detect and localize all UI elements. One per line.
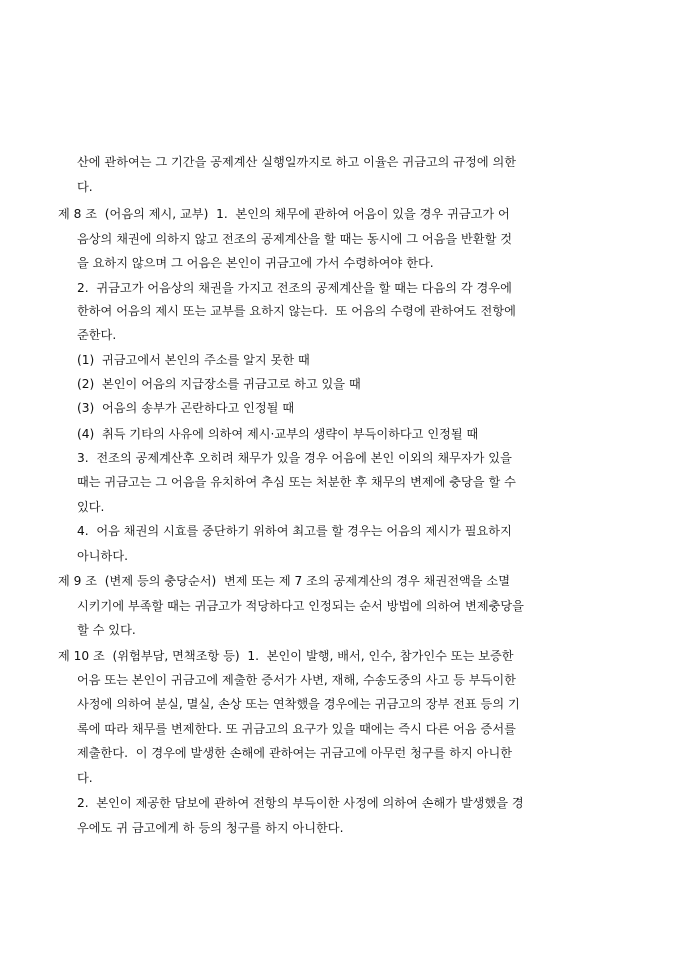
text-line [0,546,680,566]
list-item [0,398,680,418]
text-line [0,793,680,813]
text-line [0,152,680,172]
line-text: 준한다. [77,328,117,342]
line-text: (3) 어음의 송부가 곤란하다고 인정될 때 [77,401,295,415]
line-text: 우에도 귀 금고에게 하 등의 청구를 하지 아니한다. [77,821,344,835]
list-item [0,424,680,444]
line-text: 할 수 있다. [77,623,136,637]
text-line [0,448,680,468]
line-text: (2) 본인이 어음의 지급장소를 귀금고로 하고 있을 때 [77,377,361,391]
line-text: 어음 또는 본인이 귀금고에 제출한 증서가 사변, 재해, 수송도중의 사고 등 부득이한 [77,673,516,687]
text-line [0,301,680,321]
line-text: (1) 귀금고에서 본인의 주소를 알지 못한 때 [77,353,310,367]
line-text: 음상의 채권에 의하지 않고 전조의 공제계산을 할 때는 동시에 그 어음을 반환할 것 [77,232,513,246]
line-text: 제 10 조 (위험부담, 면책조항 등) 1. 본인이 발행, 배서, 인수, 참가인수 또는 보증한 [58,649,514,663]
line-text: 2. 귀금고가 어음상의 채권을 가지고 전조의 공제계산을 할 때는 다음의 각 경우에 [77,281,512,295]
text-line [0,278,680,298]
line-text: 있다. [77,500,105,514]
line-text: 4. 어음 채권의 시효를 중단하기 위하여 최고를 할 경우는 어음의 제시가 필요하지 [77,524,512,538]
text-line [0,521,680,541]
text-line [0,596,680,616]
line-text: 3. 전조의 공제계산후 오히려 채무가 있을 경우 어음에 본인 이외의 채무자가 있을 [77,451,512,465]
text-line [0,768,680,788]
text-line [0,620,680,640]
text-line [0,719,680,739]
line-text: 시키기에 부족할 때는 귀금고가 적당하다고 인정되는 순서 방법에 의하여 변제충당을 [77,599,524,613]
line-text: 다. [77,180,93,194]
line-text: 제 8 조 (어음의 제시, 교부) 1. 본인의 채무에 관하여 어음이 있을 경우 귀금고가 어 [58,207,510,221]
line-text: 때는 귀금고는 그 어음을 유치하여 추심 또는 처분한 후 채무의 변제에 충당을 할 수 [77,475,516,489]
line-text: 2. 본인이 제공한 담보에 관하여 전항의 부득이한 사정에 의하여 손해가 발생했을 경 [77,796,524,810]
line-text: 제 9 조 (변제 등의 충당순서) 변제 또는 제 7 조의 공제계산의 경우 채권전액을 소멸 [58,574,510,588]
line-text: 한하여 어음의 제시 또는 교부를 요하지 않는다. 또 어음의 수령에 관하여도 전항에 [77,304,516,318]
text-line [0,253,680,273]
text-line [0,229,680,249]
text-line [0,818,680,838]
list-item [0,374,680,394]
line-text: 사정에 의하여 분실, 멸실, 손상 또는 연착했을 경우에는 귀금고의 장부 전표 등의 기 [77,697,520,711]
line-text: 제출한다. 이 경우에 발생한 손해에 관하여는 귀금고에 아무런 청구를 하지 아니한 [77,746,513,760]
article-10-heading [0,646,680,666]
line-text: 을 요하지 않으며 그 어음은 본인이 귀금고에 가서 수령하여야 한다. [77,256,434,270]
text-line [0,497,680,517]
text-line [0,694,680,714]
text-line [0,670,680,690]
line-text: 아니하다. [77,549,128,563]
line-text: 산에 관하여는 그 기간을 공제계산 실행일까지로 하고 이율은 귀금고의 규정에 의한 [77,155,517,169]
text-line [0,743,680,763]
article-8-heading [0,204,680,224]
text-line [0,177,680,197]
line-text: 록에 따라 채무를 변제한다. 또 귀금고의 요구가 있을 때에는 즉시 다른 어음 증서를 [77,722,516,736]
line-text: (4) 취득 기타의 사유에 의하여 제시·교부의 생략이 부득이하다고 인정될 때 [77,427,479,441]
article-9-heading [0,571,680,591]
line-text: 다. [77,771,93,785]
text-line [0,472,680,492]
list-item [0,350,680,370]
text-line [0,325,680,345]
